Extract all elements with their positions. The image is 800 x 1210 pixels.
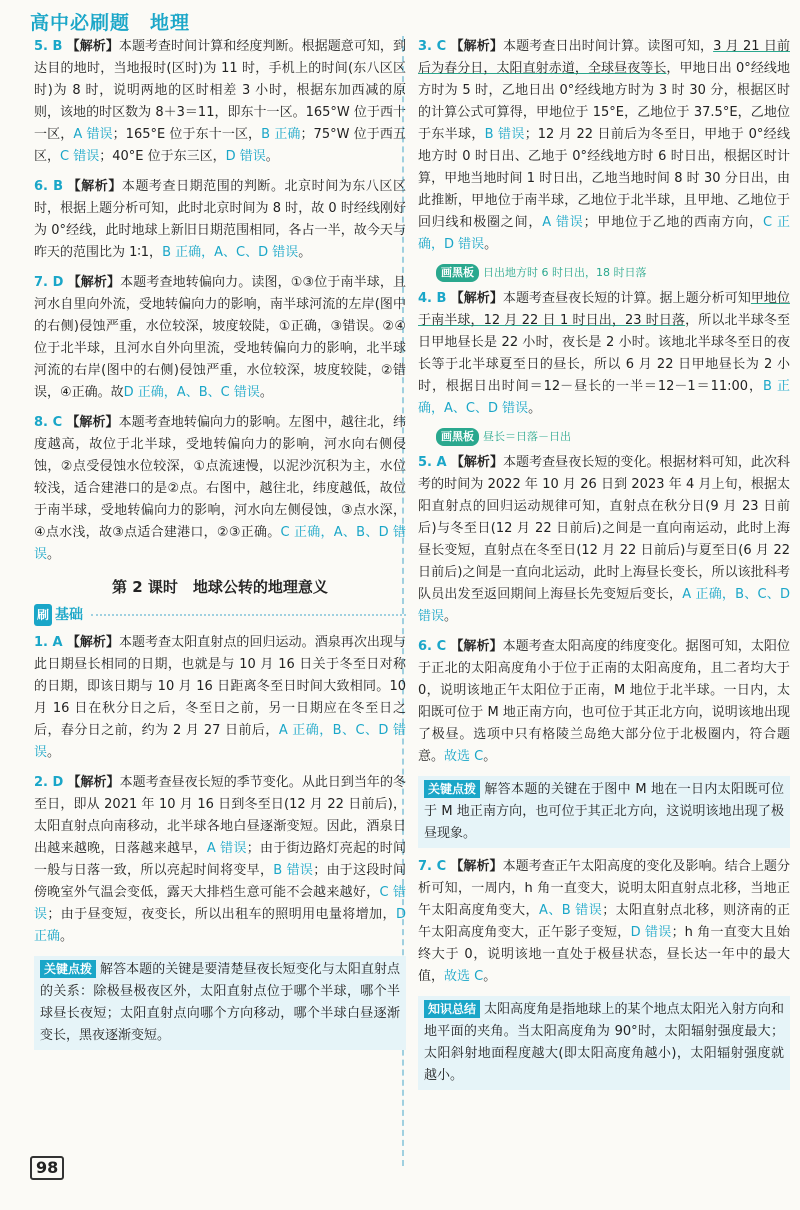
key-point-label: 关键点拨: [424, 780, 480, 798]
section-rule: [91, 614, 406, 616]
knowledge-summary-box: 知识总结 太阳高度角是指地球上的某个地点太阳光入射方向和地平面的夹角。当太阳高度角为 90°时，太阳辐射强度最大；太阳斜射地面程度越大(即太阳高度角越小)，太阳辐射强度就越小。: [418, 996, 790, 1090]
left-column: [34, 36, 406, 1058]
answer-6-right: 6. C 【解析】本题考查太阳高度的纬度变化。据图可知，太阳位于正北的太阳高度角小于位于正南的太阳高度角，且二者均大于 0，说明该地正午太阳位于正南，M 地位于北半球。一日内，太阳既可位于 M 地正南方向，也可位于其正北方向，说明该地出现了极昼。选项中只有格陵兰岛绝大部分位于北极圈内，符合题意。故选 C。: [418, 639, 790, 764]
section-header: [34, 604, 406, 626]
answer-8: 8. C 【解析】本题考查地转偏向力的影响。左图中，越往北，纬度越高，故位于北半球，受地转偏向力的影响，河水向右侧侵蚀，②点受侵蚀水位较深，①点流速慢，以泥沙沉积为主，水位较浅，适合建港口的是②点。右图中，越往北，纬度越低，故位于南半球，受地转偏向力的影响，河水向左侧侵蚀，③点水深，④点水浅，故③点适合建港口，②③正确。C 正确，A、B、D 错误。: [34, 415, 406, 562]
blackboard-note-3: 画黑板 日出地方时 6 时日出，18 时日落: [436, 264, 790, 282]
right-column: [418, 36, 790, 1098]
page-header: 高中必刷题 地理: [30, 12, 191, 34]
section-badge: 刷: [34, 604, 52, 626]
answer-4: 4. B 【解析】本题考查昼夜长短的计算。据上题分析可知甲地位于南半球，12 月 22 日 1 时日出，23 时日落，所以北半球冬至日甲地昼长是 22 小时，夜长是 2 小时。该地北半球冬至日的夜长等于北半球夏至日的昼长，所以 6 月 22 日甲地昼长为 2 小时，根据日出时间＝12－昼长的一半＝12－1＝11:00，B 正确，A、C、D 错误。: [418, 291, 790, 416]
page-number: 98: [30, 1156, 64, 1180]
answer-1: 1. A 【解析】本题考查太阳直射点的回归运动。酒泉再次出现与此日期昼长相同的日期，也就是与 10 月 16 日关于冬至日对称的日期，即该日期与 10 月 16 日距离冬至日时间大致相同。10 月 16 日在秋分日之后，冬至日之前，另一日期应在冬至日之后，春分日之前，约为 2 月 27 日前后，A 正确，B、C、D 错误。: [34, 635, 407, 760]
answer-5: 5. B 【解析】本题考查时间计算和经度判断。根据题意可知，到达目的地时，当地报时(区时)为 11 时，手机上的时间(东八区区时)为 8 时，说明两地的区时相差 3 小时，根据东加西减的原则，该地的时区数为 8＋3＝11，即东十一区。165°W 位于西十一区，A 错误；165°E 位于东十一区，B 正确；75°W 位于西五区，C 错误；40°E 位于东三区，D 错误。: [34, 39, 406, 164]
blackboard-note-4: 画黑板 昼长＝日落－日出: [436, 428, 790, 446]
key-point-box-6: 关键点拨 解答本题的关键在于图中 M 地在一日内太阳既可位于 M 地正南方向，也可位于其正北方向，这说明该地出现了极昼现象。: [418, 776, 790, 848]
lesson-title: 第 2 课时 地球公转的地理意义: [112, 578, 328, 596]
section-title: 基础: [55, 607, 84, 623]
knowledge-summary-label: 知识总结: [424, 1000, 480, 1018]
answer-5-right: 5. A 【解析】本题考查昼夜长短的变化。根据材料可知，此次科考的时间为 2022 年 10 月 26 日到 2023 年 4 月上旬，根据太阳直射点的回归运动规律可知，直射点在秋分日(9 月 23 日前后)与冬至日(12 月 22 日前后)之间是一直向南运动，此时上海昼长变短，直射点在冬至日(12 月 22 日前后)与夏至日(6 月 22 日前后)之间是一直向北运动，此时上海昼长变长，所以该批科考队员出发至返回期间上海昼长先变短后变长，A 正确，B、C、D 错误。: [418, 455, 790, 624]
answer-7-right: 7. C 【解析】本题考查正午太阳高度的变化及影响。结合上题分析可知，一周内，h 角一直变大，说明太阳直射点北移，当地正午太阳高度角变大，A、B 错误；太阳直射点北移，则济南的正午太阳高度角变大，正午影子变短，D 错误；h 角一直变大且始终大于 0，说明该地一直处于极昼状态，昼长达一年中的最大值，故选 C。: [418, 859, 790, 984]
answer-7: 7. D 【解析】本题考查地转偏向力。读图，①③位于南半球，且河水自里向外流，受地转偏向力的影响，南半球河流的左岸(图中的右侧)侵蚀严重，水位较深，坡度较陡，①正确，③错误。②④位于北半球，且河水自外向里流，受地转偏向力的影响，北半球河流的右岸(图中的右侧)侵蚀严重，水位较深，坡度较陡，②错误，④正确。故D 正确，A、B、C 错误。: [34, 275, 406, 400]
key-point-box: 关键点拨 解答本题的关键是要清楚昼夜长短变化与太阳直射点的关系：除极昼极夜区外，太阳直射点位于哪个半球，哪个半球昼长夜短；太阳直射点向哪个方向移动，哪个半球白昼逐渐变长，黑夜逐渐变短。: [34, 956, 406, 1050]
key-point-label: 关键点拨: [40, 960, 96, 978]
answer-3: 3. C 【解析】本题考查日出时间计算。读图可知，3 月 21 日前后为春分日，太阳直射赤道，全球昼夜等长，甲地日出 0°经线地方时为 5 时，乙地日出 0°经线地方时为 3 时 30 分，根据区时的计算公式可算得，甲地位于 15°E，乙地位于 37.5°E，乙地位于东半球，B 错误；12 月 22 日前后为冬至日，甲地于 0°经线地方时 0 时日出、乙地于 0°经线地方时 6 时日出，根据区时计算，甲地当地时间 1 时日出，乙地当地时间 8 时 30 分日出，由此推断，甲地位于南半球，乙地位于北半球，且甲地、乙地位于回归线和极圈之间，A 错误；甲地位于乙地的西南方向，C 正确，D 错误。: [418, 39, 790, 252]
answer-2: 2. D 【解析】本题考查昼夜长短的季节变化。从此日到当年的冬至日，即从 2021 年 10 月 16 日到冬至日(12 月 22 日前后)，太阳直射点向南移动，北半球各地白昼逐渐变短。因此，酒泉日出越来越晚，日落越来越早，A 错误；由于街边路灯亮起的时间一般与日落一致，所以亮起时间将变早，B 错误；由于这段时间傍晚室外气温会变低，露天大排档生意可能不会越来越好，C 错误；由于昼变短，夜变长，所以出租车的照明用电量将增加，D 正确。: [34, 775, 406, 944]
answer-6: 6. B 【解析】本题考查日期范围的判断。北京时间为东八区区时，根据上题分析可知，此时北京时间为 8 时，故 0 时经线刚好为 0°经线，此时地球上新旧日期范围相同，各占一半，故今天与昨天的范围比为 1∶1，B 正确，A、C、D 错误。: [34, 179, 406, 260]
